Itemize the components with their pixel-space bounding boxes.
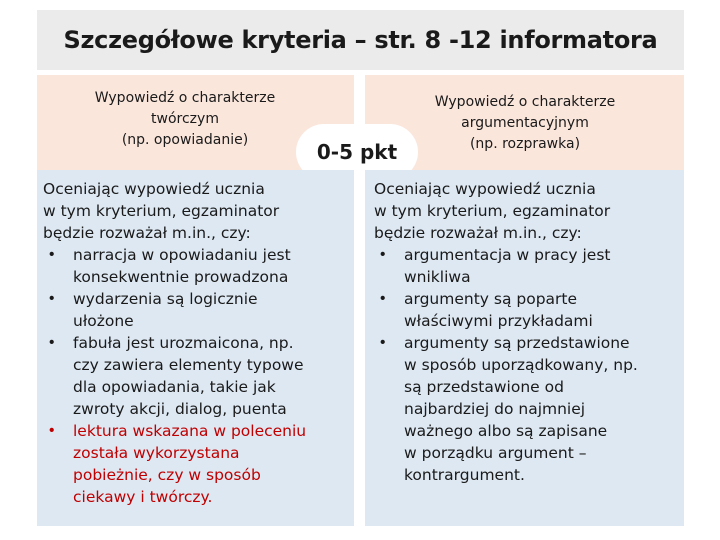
left-criterion-item (43, 332, 348, 420)
left-intro-line: Oceniając wypowiedź ucznia (43, 180, 265, 198)
left-criteria-list (43, 244, 348, 508)
left-criterion-text (73, 288, 348, 332)
right-criterion-line: są przedstawione od (404, 378, 564, 396)
bullet-icon: • (49, 422, 55, 439)
left-criterion-line: ciekawy i twórczy. (73, 488, 213, 506)
left-criterion-item (43, 244, 348, 288)
left-intro-line: w tym kryterium, egzaminator (43, 202, 280, 220)
bullet-icon: • (380, 246, 386, 263)
right-header-line: Wypowiedź o charakterze (434, 94, 616, 110)
left-criterion-line: lektura wskazana w poleceniu (73, 422, 307, 440)
right-criterion-item (374, 244, 678, 288)
right-criterion-text (404, 288, 678, 332)
left-criterion-line: wydarzenia są logicznie (73, 290, 258, 308)
score-badge: 0-5 pkt (296, 124, 418, 180)
left-criterion-line: narracja w opowiadaniu jest (73, 246, 291, 264)
right-intro-line: Oceniając wypowiedź ucznia (374, 180, 596, 198)
right-header-text (400, 92, 650, 155)
right-criterion-line: w porządku argument – (404, 444, 587, 462)
right-header-line: argumentacyjnym (461, 115, 589, 131)
left-criterion-line: fabuła jest urozmaicona, np. (73, 334, 294, 352)
right-criterion-line: wnikliwa (404, 268, 471, 286)
right-criterion-line: właściwymi przykładami (404, 312, 593, 330)
right-intro-line: będzie rozważał m.in., czy: (374, 224, 582, 242)
page-title: Szczegółowe kryteria – str. 8 -12 informatora (63, 26, 658, 54)
right-header-line: (np. rozprawka) (469, 136, 581, 152)
title-bar (37, 10, 684, 70)
left-intro-line: będzie rozważał m.in., czy: (43, 224, 251, 242)
left-criterion-line: czy zawiera elementy typowe (73, 356, 304, 374)
right-criterion-line: argumentacja w pracy jest (404, 246, 611, 264)
right-criterion-line: najbardziej do najmniej (404, 400, 586, 418)
left-criterion-text (73, 244, 348, 288)
right-criterion-text (404, 244, 678, 288)
left-criterion-line: została wykorzystana (73, 444, 240, 462)
left-intro (43, 178, 348, 244)
left-criteria-panel (37, 170, 354, 526)
right-criterion-item (374, 288, 678, 332)
bullet-icon: • (49, 334, 55, 351)
bullet-icon: • (49, 290, 55, 307)
left-header-line: (np. opowiadanie) (121, 132, 249, 148)
left-criterion-text (73, 420, 348, 508)
left-header-line: Wypowiedź o charakterze (94, 90, 276, 106)
left-criterion-line: zwroty akcji, dialog, puenta (73, 400, 287, 418)
right-intro (374, 178, 678, 244)
left-header-line: twórczym (151, 111, 219, 127)
right-criterion-item (374, 332, 678, 486)
right-criterion-line: argumenty są przedstawione (404, 334, 630, 352)
left-criterion-line: konsekwentnie prowadzona (73, 268, 289, 286)
left-header-text (60, 88, 310, 151)
left-criterion-item (43, 420, 348, 508)
right-criterion-text (404, 332, 678, 486)
right-criteria-list (374, 244, 678, 486)
bullet-icon: • (49, 246, 55, 263)
left-criterion-line: pobieżnie, czy w sposób (73, 466, 261, 484)
right-intro-line: w tym kryterium, egzaminator (374, 202, 611, 220)
left-criterion-line: ułożone (73, 312, 134, 330)
left-criterion-item (43, 288, 348, 332)
bullet-icon: • (380, 334, 386, 351)
left-criterion-text (73, 332, 348, 420)
right-criterion-line: ważnego albo są zapisane (404, 422, 608, 440)
right-criterion-line: kontrargument. (404, 466, 525, 484)
bullet-icon: • (380, 290, 386, 307)
right-criterion-line: w sposób uporządkowany, np. (404, 356, 638, 374)
right-criterion-line: argumenty są poparte (404, 290, 578, 308)
right-criteria-panel (365, 170, 684, 526)
left-criterion-line: dla opowiadania, takie jak (73, 378, 276, 396)
